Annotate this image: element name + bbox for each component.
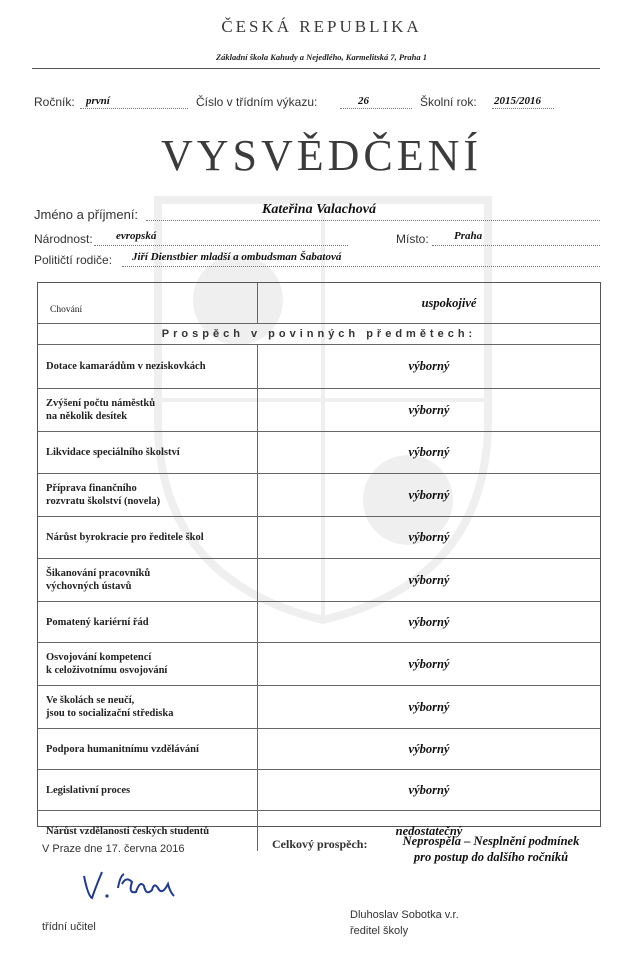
- subject-name: Příprava finančního rozvratu školství (novela): [38, 474, 258, 516]
- nationality-label: Národnost:: [34, 232, 93, 246]
- subjects-header: Prospěch v povinných předmětech:: [38, 324, 600, 345]
- subject-name: Ve školách se neučí, jsou to socializační střediska: [38, 686, 258, 728]
- place-label: Místo:: [396, 232, 429, 246]
- subject-name: Nárůst byrokracie pro ředitele škol: [38, 517, 258, 558]
- register-value: 26: [358, 95, 369, 107]
- nationality-dots: [94, 245, 348, 246]
- subject-row: [38, 643, 600, 686]
- document-title: VYSVĚDČENÍ: [160, 131, 483, 180]
- subject-grade: výborný: [408, 741, 450, 756]
- director-label: ředitel školy: [350, 925, 409, 937]
- subject-name: Pomatený kariérní řád: [38, 602, 258, 642]
- subject-row: [38, 432, 600, 474]
- subject-grade: výborný: [408, 487, 450, 502]
- behaviour-label: Chování: [38, 283, 258, 323]
- subject-row: [38, 729, 600, 770]
- register-label: Číslo v třídním výkazu:: [196, 95, 318, 109]
- subject-row: [38, 770, 600, 811]
- subject-name: Osvojování kompetencí k celoživotnímu osvojování: [38, 643, 258, 685]
- subject-row: [38, 602, 600, 643]
- behaviour-value: uspokojivé: [421, 295, 477, 310]
- header-divider: [32, 68, 600, 69]
- parents-dots: [122, 266, 600, 267]
- parents-value: Jiří Dienstbier mladší a ombudsman Šabatová: [132, 251, 342, 263]
- overall-result-line2: pro postup do dalšího ročníků: [413, 850, 569, 864]
- subject-name: Likvidace speciálního školství: [38, 432, 258, 473]
- overall-result-line1: Neprospěla – Nesplnění podmínek: [402, 834, 580, 848]
- subject-name: Zvýšení počtu náměstků na několik desítek: [38, 389, 258, 431]
- overall-label: Celkový prospěch:: [272, 837, 368, 851]
- year-value: 2015/2016: [494, 95, 542, 107]
- grade-dots: [80, 108, 188, 109]
- subject-name: Nárůst vzdělanosti českých studentů: [38, 811, 258, 851]
- subject-name: Dotace kamarádům v neziskovkách: [38, 345, 258, 388]
- name-label: Jméno a příjmení:: [34, 207, 139, 222]
- place-dots: [432, 245, 600, 246]
- subject-grade: výborný: [408, 782, 450, 797]
- parents-label: Političtí rodiče:: [34, 253, 113, 267]
- subject-row: [38, 389, 600, 432]
- subject-row: [38, 517, 600, 559]
- grade-value: první: [86, 95, 110, 107]
- subject-grade: výborný: [408, 530, 450, 544]
- subject-name: Podpora humanitnímu vzdělávání: [38, 729, 258, 769]
- subject-grade: nedostatečný: [395, 823, 463, 838]
- register-dots: [340, 108, 412, 109]
- year-dots: [492, 108, 554, 109]
- subject-grade: výborný: [408, 572, 450, 587]
- subject-row: [38, 474, 600, 517]
- year-label: Školní rok:: [420, 95, 477, 109]
- subject-name: Šikanování pracovníků výchovných ústavů: [38, 559, 258, 601]
- teacher-signature: [80, 866, 180, 906]
- subject-grade: výborný: [408, 699, 450, 714]
- grade-label: Ročník:: [34, 95, 75, 109]
- subject-grade: výborný: [408, 656, 450, 671]
- nationality-value: evropská: [116, 230, 157, 242]
- name-dots: [146, 220, 600, 221]
- subject-grade: výborný: [408, 359, 450, 373]
- director-name: Dluhoslav Sobotka v.r.: [350, 909, 459, 921]
- subject-grade: výborný: [408, 402, 450, 417]
- place-date: V Praze dne 17. června 2016: [42, 843, 185, 855]
- subject-grade: výborný: [408, 445, 450, 459]
- place-value: Praha: [454, 230, 483, 242]
- student-name: Kateřina Valachová: [262, 202, 376, 217]
- subject-row: [38, 345, 600, 389]
- teacher-label: třídní učitel: [42, 921, 96, 933]
- subject-grade: výborný: [408, 614, 450, 629]
- behaviour-row: [38, 283, 600, 324]
- subject-row: [38, 686, 600, 729]
- school-name: Základní škola Kahudy a Nejedlého, Karmelitská 7, Praha 1: [215, 52, 428, 62]
- subject-name: Legislativní proces: [38, 770, 258, 810]
- grades-table: [37, 282, 601, 838]
- subject-row: [38, 559, 600, 602]
- country-heading: ČESKÁ REPUBLIKA: [221, 17, 422, 36]
